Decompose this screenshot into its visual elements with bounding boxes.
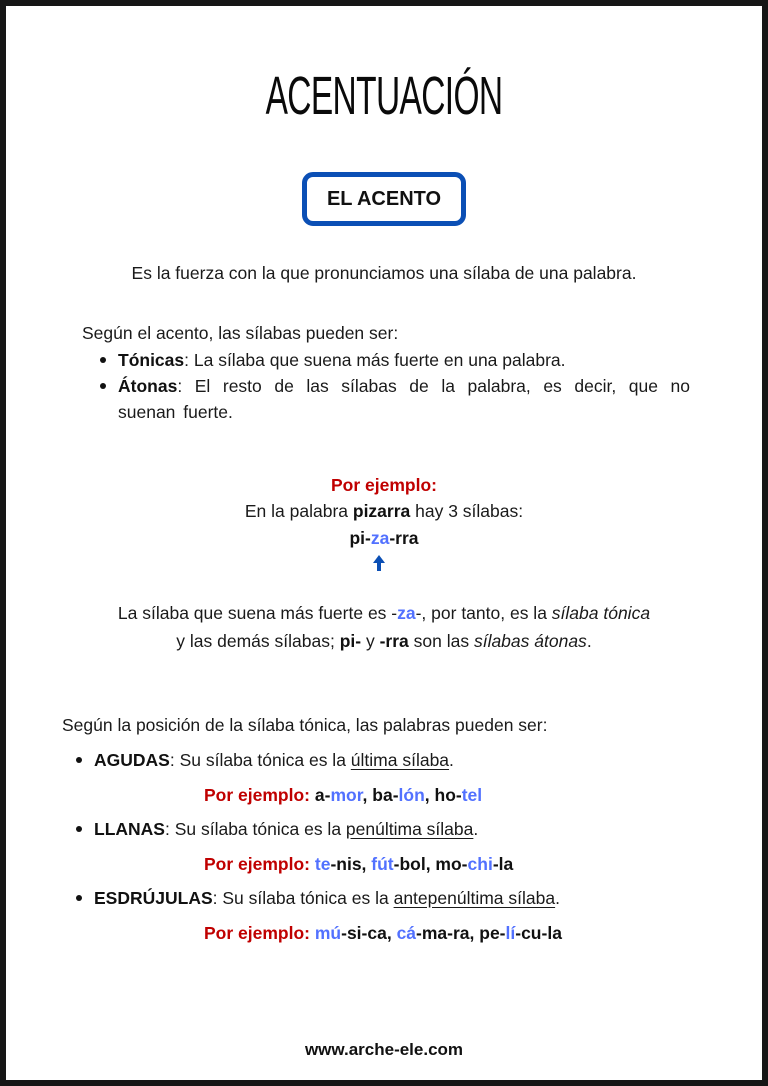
definition-text: Es la fuerza con la que pronunciamos una sílaba de una palabra.: [131, 263, 637, 283]
term-atonas: Átonas: [118, 376, 178, 396]
syllable-types-intro: Según el acento, las sílabas pueden ser:: [82, 323, 399, 343]
worksheet-page: [6, 6, 762, 1080]
term-llanas: LLANAS: [94, 819, 165, 839]
list-item-atonas: [100, 373, 690, 425]
page-title: ACENTUACIÓN: [265, 66, 503, 126]
example-sentence: En la palabra pizarra hay 3 sílabas:: [244, 501, 524, 521]
example-esdrujulas: Por ejemplo: mú-si-ca, cá-ma-ra, pe-lí-cu-la: [204, 923, 562, 943]
explanation-line-2: y las demás sílabas; pi- y -rra son las sílabas átonas.: [176, 631, 592, 651]
term-tonicas: Tónicas: [118, 350, 185, 370]
word-types-intro: Según la posición de la sílaba tónica, las palabras pueden ser:: [62, 715, 548, 735]
list-item-tonicas: [100, 347, 690, 373]
example-llanas: Por ejemplo: te-nis, fút-bol, mo-chi-la: [204, 854, 514, 874]
section-badge: EL ACENTO: [302, 172, 466, 226]
bullet-icon: [100, 357, 106, 363]
bullet-icon: [76, 895, 82, 901]
desc-atonas: : El resto de las sílabas de la palabra, es decir, que no suenan fuerte.: [118, 376, 690, 422]
arrow-up-icon: [370, 554, 388, 572]
example-agudas: Por ejemplo: a-mor, ba-lón, ho-tel: [204, 785, 483, 805]
bullet-icon: [100, 383, 106, 389]
example-label: Por ejemplo:: [331, 475, 437, 495]
footer-website: www.arche-ele.com: [304, 1040, 464, 1059]
bullet-icon: [76, 757, 82, 763]
syllable-split: pi-za-rra: [349, 528, 419, 548]
list-item-agudas: AGUDAS: Su sílaba tónica es la última sílaba.: [76, 747, 454, 773]
term-esdrujulas: ESDRÚJULAS: [94, 888, 213, 908]
list-item-llanas: LLANAS: Su sílaba tónica es la penúltima sílaba.: [76, 816, 478, 842]
example-word: pizarra: [352, 501, 411, 521]
bullet-icon: [76, 826, 82, 832]
desc-tonicas: : La sílaba que suena más fuerte en una palabra.: [184, 350, 566, 370]
term-agudas: AGUDAS: [94, 750, 170, 770]
explanation-line-1: La sílaba que suena más fuerte es -za-, por tanto, es la sílaba tónica: [117, 603, 651, 623]
stressed-syllable: za: [370, 528, 390, 548]
list-item-esdrujulas: ESDRÚJULAS: Su sílaba tónica es la antepenúltima sílaba.: [76, 885, 560, 911]
